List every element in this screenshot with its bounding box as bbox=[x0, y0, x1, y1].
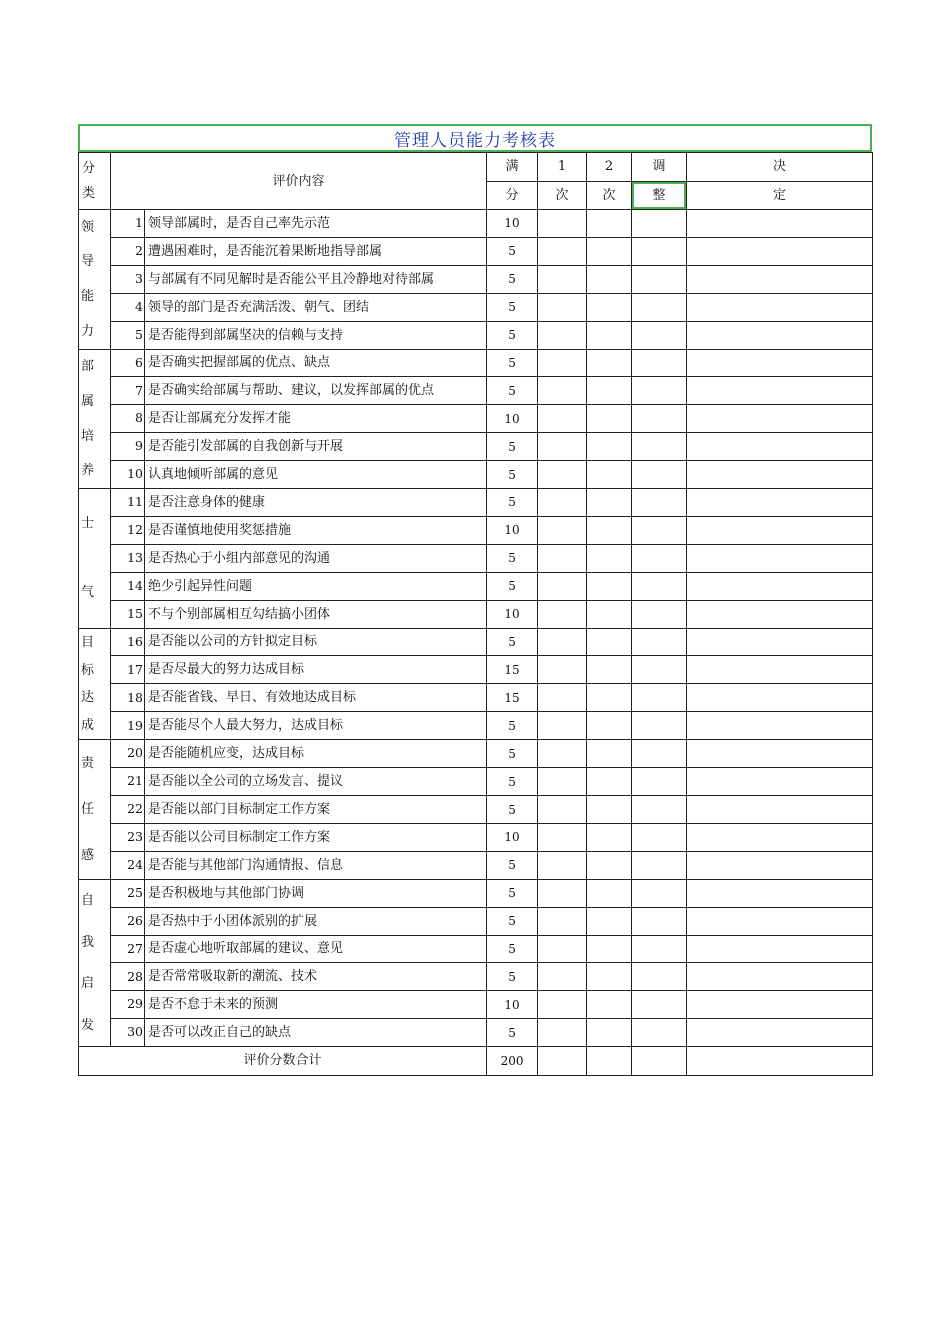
adjust-score-cell[interactable] bbox=[632, 851, 687, 879]
table-row bbox=[79, 740, 873, 768]
category-char: 力 bbox=[81, 323, 95, 339]
decision-cell[interactable] bbox=[687, 572, 873, 600]
decision-cell[interactable] bbox=[687, 935, 873, 963]
table-row bbox=[79, 628, 873, 656]
table-row bbox=[79, 489, 873, 517]
decision-cell[interactable] bbox=[687, 823, 873, 851]
table-row bbox=[79, 768, 873, 796]
header-first-1: 1 bbox=[538, 153, 587, 182]
adjust-score-cell[interactable] bbox=[632, 321, 687, 349]
category-char: 任 bbox=[81, 802, 95, 818]
item-number: 21 bbox=[111, 768, 145, 796]
item-full-score: 10 bbox=[487, 823, 538, 851]
item-content: 领导的部门是否充满活泼、朝气、团结 bbox=[145, 293, 487, 321]
item-content: 是否能尽个人最大努力，达成目标 bbox=[145, 712, 487, 740]
category-char: 属 bbox=[81, 393, 95, 409]
second-score-cell[interactable] bbox=[587, 768, 632, 796]
adjust-score-cell[interactable] bbox=[632, 433, 687, 461]
item-content: 是否谨慎地使用奖惩措施 bbox=[145, 516, 487, 544]
table-row bbox=[79, 1019, 873, 1047]
item-number: 25 bbox=[111, 879, 145, 907]
adjust-score-cell[interactable] bbox=[632, 544, 687, 572]
adjust-score-cell[interactable] bbox=[632, 712, 687, 740]
category-label bbox=[81, 629, 110, 740]
table-row bbox=[79, 963, 873, 991]
item-content: 是否能得到部属坚决的信赖与支持 bbox=[145, 321, 487, 349]
item-content: 是否能以公司的方针拟定目标 bbox=[145, 628, 487, 656]
category-label bbox=[81, 489, 110, 628]
item-number: 2 bbox=[111, 237, 145, 265]
assessment-sheet bbox=[78, 124, 872, 1076]
category-label bbox=[81, 880, 110, 1046]
second-score-cell[interactable] bbox=[587, 572, 632, 600]
second-score-cell[interactable] bbox=[587, 516, 632, 544]
total-first-cell[interactable] bbox=[538, 1046, 587, 1075]
second-score-cell[interactable] bbox=[587, 740, 632, 768]
item-content: 是否不怠于未来的预测 bbox=[145, 991, 487, 1019]
second-score-cell[interactable] bbox=[587, 684, 632, 712]
decision-cell[interactable] bbox=[687, 796, 873, 824]
item-content: 是否热中于小团体派别的扩展 bbox=[145, 907, 487, 935]
decision-cell[interactable] bbox=[687, 237, 873, 265]
item-number: 23 bbox=[111, 823, 145, 851]
second-score-cell[interactable] bbox=[587, 712, 632, 740]
header-row-1 bbox=[79, 153, 873, 182]
item-content: 不与个别部属相互勾结搞小团体 bbox=[145, 600, 487, 628]
total-second-cell[interactable] bbox=[587, 1046, 632, 1075]
item-content: 是否常常吸取新的潮流、技术 bbox=[145, 963, 487, 991]
adjust-score-cell[interactable] bbox=[632, 823, 687, 851]
decision-cell[interactable] bbox=[687, 433, 873, 461]
first-score-cell[interactable] bbox=[538, 851, 587, 879]
item-content: 认真地倾听部属的意见 bbox=[145, 461, 487, 489]
table-row bbox=[79, 656, 873, 684]
category-cell bbox=[79, 349, 111, 489]
item-number: 12 bbox=[111, 516, 145, 544]
adjust-score-cell[interactable] bbox=[632, 963, 687, 991]
table-row bbox=[79, 851, 873, 879]
decision-cell[interactable] bbox=[687, 489, 873, 517]
category-char: 部 bbox=[81, 359, 95, 375]
item-number: 16 bbox=[111, 628, 145, 656]
first-score-cell[interactable] bbox=[538, 461, 587, 489]
category-cell bbox=[79, 740, 111, 880]
category-char: 气 bbox=[81, 585, 95, 601]
item-content: 遭遇困难时，是否能沉着果断地指导部属 bbox=[145, 237, 487, 265]
second-score-cell[interactable] bbox=[587, 210, 632, 238]
category-char: 自 bbox=[81, 893, 95, 909]
second-score-cell[interactable] bbox=[587, 628, 632, 656]
item-full-score: 5 bbox=[487, 461, 538, 489]
adjust-score-cell[interactable] bbox=[632, 1019, 687, 1047]
item-full-score: 5 bbox=[487, 349, 538, 377]
second-score-cell[interactable] bbox=[587, 461, 632, 489]
table-row bbox=[79, 293, 873, 321]
header-full-score-2: 分 bbox=[487, 181, 538, 210]
second-score-cell[interactable] bbox=[587, 851, 632, 879]
adjust-score-cell[interactable] bbox=[632, 740, 687, 768]
item-full-score: 5 bbox=[487, 293, 538, 321]
header-content: 评价内容 bbox=[111, 153, 487, 210]
first-score-cell[interactable] bbox=[538, 796, 587, 824]
item-content: 与部属有不同见解时是否能公平且冷静地对待部属 bbox=[145, 265, 487, 293]
second-score-cell[interactable] bbox=[587, 405, 632, 433]
item-full-score: 15 bbox=[487, 684, 538, 712]
adjust-score-cell[interactable] bbox=[632, 656, 687, 684]
first-score-cell[interactable] bbox=[538, 935, 587, 963]
item-number: 3 bbox=[111, 265, 145, 293]
category-char: 成 bbox=[81, 717, 95, 733]
item-content: 是否能以公司目标制定工作方案 bbox=[145, 823, 487, 851]
table-row bbox=[79, 237, 873, 265]
item-number: 24 bbox=[111, 851, 145, 879]
item-full-score: 5 bbox=[487, 489, 538, 517]
category-char: 目 bbox=[81, 634, 95, 650]
item-content: 是否让部属充分发挥才能 bbox=[145, 405, 487, 433]
decision-cell[interactable] bbox=[687, 851, 873, 879]
item-content: 是否能以全公司的立场发言、提议 bbox=[145, 768, 487, 796]
adjust-score-cell[interactable] bbox=[632, 516, 687, 544]
item-full-score: 5 bbox=[487, 963, 538, 991]
second-score-cell[interactable] bbox=[587, 600, 632, 628]
decision-cell[interactable] bbox=[687, 1019, 873, 1047]
item-content: 是否确实给部属与帮助、建议，以发挥部属的优点 bbox=[145, 377, 487, 405]
table-row bbox=[79, 796, 873, 824]
decision-cell[interactable] bbox=[687, 516, 873, 544]
item-number: 17 bbox=[111, 656, 145, 684]
item-full-score: 5 bbox=[487, 796, 538, 824]
item-number: 4 bbox=[111, 293, 145, 321]
category-cell bbox=[79, 628, 111, 740]
adjust-score-cell[interactable] bbox=[632, 628, 687, 656]
adjust-score-cell[interactable] bbox=[632, 907, 687, 935]
first-score-cell[interactable] bbox=[538, 544, 587, 572]
item-full-score: 5 bbox=[487, 572, 538, 600]
first-score-cell[interactable] bbox=[538, 572, 587, 600]
item-content: 是否积极地与其他部门协调 bbox=[145, 879, 487, 907]
item-number: 15 bbox=[111, 600, 145, 628]
category-label bbox=[81, 210, 110, 349]
item-content: 是否热心于小组内部意见的沟通 bbox=[145, 544, 487, 572]
adjust-score-cell[interactable] bbox=[632, 349, 687, 377]
item-full-score: 10 bbox=[487, 405, 538, 433]
header-decision-1: 决 bbox=[687, 153, 873, 182]
item-content: 领导部属时，是否自己率先示范 bbox=[145, 210, 487, 238]
first-score-cell[interactable] bbox=[538, 516, 587, 544]
second-score-cell[interactable] bbox=[587, 907, 632, 935]
item-content: 是否尽最大的努力达成目标 bbox=[145, 656, 487, 684]
category-char: 导 bbox=[81, 254, 95, 270]
item-number: 10 bbox=[111, 461, 145, 489]
category-char: 领 bbox=[81, 219, 95, 235]
category-cell bbox=[79, 489, 111, 629]
first-score-cell[interactable] bbox=[538, 377, 587, 405]
first-score-cell[interactable] bbox=[538, 1019, 587, 1047]
first-score-cell[interactable] bbox=[538, 963, 587, 991]
second-score-cell[interactable] bbox=[587, 1019, 632, 1047]
category-label bbox=[81, 350, 110, 489]
header-first-2: 次 bbox=[538, 181, 587, 210]
adjust-score-cell[interactable] bbox=[632, 489, 687, 517]
adjust-score-cell[interactable] bbox=[632, 991, 687, 1019]
item-full-score: 5 bbox=[487, 879, 538, 907]
total-adjust-cell[interactable] bbox=[632, 1046, 687, 1075]
item-number: 30 bbox=[111, 1019, 145, 1047]
category-cell bbox=[79, 879, 111, 1046]
first-score-cell[interactable] bbox=[538, 293, 587, 321]
decision-cell[interactable] bbox=[687, 265, 873, 293]
category-char: 感 bbox=[81, 848, 95, 864]
first-score-cell[interactable] bbox=[538, 656, 587, 684]
item-full-score: 5 bbox=[487, 768, 538, 796]
category-char: 标 bbox=[81, 662, 95, 678]
decision-cell[interactable] bbox=[687, 907, 873, 935]
header-second-2: 次 bbox=[587, 181, 632, 210]
table-row bbox=[79, 712, 873, 740]
first-score-cell[interactable] bbox=[538, 712, 587, 740]
item-full-score: 10 bbox=[487, 516, 538, 544]
item-number: 29 bbox=[111, 991, 145, 1019]
item-full-score: 5 bbox=[487, 740, 538, 768]
decision-cell[interactable] bbox=[687, 740, 873, 768]
item-full-score: 15 bbox=[487, 656, 538, 684]
second-score-cell[interactable] bbox=[587, 349, 632, 377]
table-row bbox=[79, 935, 873, 963]
item-content: 是否确实把握部属的优点、缺点 bbox=[145, 349, 487, 377]
adjust-score-cell[interactable] bbox=[632, 210, 687, 238]
item-number: 13 bbox=[111, 544, 145, 572]
second-score-cell[interactable] bbox=[587, 237, 632, 265]
table-row bbox=[79, 544, 873, 572]
header-second-1: 2 bbox=[587, 153, 632, 182]
item-full-score: 5 bbox=[487, 265, 538, 293]
item-full-score: 5 bbox=[487, 237, 538, 265]
first-score-cell[interactable] bbox=[538, 768, 587, 796]
decision-cell[interactable] bbox=[687, 293, 873, 321]
decision-cell[interactable] bbox=[687, 377, 873, 405]
item-full-score: 10 bbox=[487, 600, 538, 628]
second-score-cell[interactable] bbox=[587, 321, 632, 349]
category-label bbox=[81, 740, 110, 879]
item-number: 5 bbox=[111, 321, 145, 349]
item-content: 是否能以部门目标制定工作方案 bbox=[145, 796, 487, 824]
item-full-score: 5 bbox=[487, 712, 538, 740]
second-score-cell[interactable] bbox=[587, 265, 632, 293]
item-full-score: 5 bbox=[487, 628, 538, 656]
first-score-cell[interactable] bbox=[538, 907, 587, 935]
table-row bbox=[79, 879, 873, 907]
table-row bbox=[79, 405, 873, 433]
total-label: 评价分数合计 bbox=[79, 1046, 487, 1075]
decision-cell[interactable] bbox=[687, 656, 873, 684]
table-row bbox=[79, 823, 873, 851]
item-number: 11 bbox=[111, 489, 145, 517]
adjust-score-cell[interactable] bbox=[632, 600, 687, 628]
decision-cell[interactable] bbox=[687, 991, 873, 1019]
table-row bbox=[79, 210, 873, 238]
item-number: 6 bbox=[111, 349, 145, 377]
category-char: 启 bbox=[81, 976, 95, 992]
item-content: 是否能省钱、早日、有效地达成目标 bbox=[145, 684, 487, 712]
decision-cell[interactable] bbox=[687, 963, 873, 991]
category-char: 发 bbox=[81, 1017, 95, 1033]
first-score-cell[interactable] bbox=[538, 237, 587, 265]
item-number: 18 bbox=[111, 684, 145, 712]
item-full-score: 10 bbox=[487, 991, 538, 1019]
adjust-score-cell[interactable] bbox=[632, 796, 687, 824]
second-score-cell[interactable] bbox=[587, 656, 632, 684]
item-content: 是否注意身体的健康 bbox=[145, 489, 487, 517]
table-row bbox=[79, 461, 873, 489]
total-decision-cell[interactable] bbox=[687, 1046, 873, 1075]
table-row bbox=[79, 321, 873, 349]
decision-cell[interactable] bbox=[687, 628, 873, 656]
item-number: 27 bbox=[111, 935, 145, 963]
adjust-score-cell[interactable] bbox=[632, 461, 687, 489]
second-score-cell[interactable] bbox=[587, 544, 632, 572]
header-adjust-2[interactable]: 整 bbox=[632, 181, 687, 210]
item-content: 绝少引起异性问题 bbox=[145, 572, 487, 600]
item-number: 28 bbox=[111, 963, 145, 991]
item-number: 7 bbox=[111, 377, 145, 405]
item-full-score: 5 bbox=[487, 1019, 538, 1047]
second-score-cell[interactable] bbox=[587, 935, 632, 963]
adjust-score-cell[interactable] bbox=[632, 879, 687, 907]
first-score-cell[interactable] bbox=[538, 879, 587, 907]
second-score-cell[interactable] bbox=[587, 991, 632, 1019]
category-char: 养 bbox=[81, 463, 95, 479]
item-content: 是否能随机应变，达成目标 bbox=[145, 740, 487, 768]
table-row bbox=[79, 907, 873, 935]
item-full-score: 5 bbox=[487, 433, 538, 461]
first-score-cell[interactable] bbox=[538, 210, 587, 238]
first-score-cell[interactable] bbox=[538, 740, 587, 768]
decision-cell[interactable] bbox=[687, 600, 873, 628]
item-content: 是否可以改正自己的缺点 bbox=[145, 1019, 487, 1047]
first-score-cell[interactable] bbox=[538, 489, 587, 517]
item-full-score: 5 bbox=[487, 935, 538, 963]
table-row bbox=[79, 600, 873, 628]
adjust-score-cell[interactable] bbox=[632, 237, 687, 265]
item-full-score: 5 bbox=[487, 321, 538, 349]
table-row bbox=[79, 991, 873, 1019]
item-number: 19 bbox=[111, 712, 145, 740]
adjust-score-cell[interactable] bbox=[632, 265, 687, 293]
category-char: 责 bbox=[81, 755, 95, 771]
item-number: 1 bbox=[111, 210, 145, 238]
table-row bbox=[79, 516, 873, 544]
table-row bbox=[79, 349, 873, 377]
table-row bbox=[79, 684, 873, 712]
second-score-cell[interactable] bbox=[587, 796, 632, 824]
second-score-cell[interactable] bbox=[587, 489, 632, 517]
table-row bbox=[79, 572, 873, 600]
item-full-score: 5 bbox=[487, 851, 538, 879]
category-char: 能 bbox=[81, 289, 95, 305]
decision-cell[interactable] bbox=[687, 321, 873, 349]
adjust-score-cell[interactable] bbox=[632, 684, 687, 712]
item-content: 是否虚心地听取部属的建议、意见 bbox=[145, 935, 487, 963]
decision-cell[interactable] bbox=[687, 349, 873, 377]
item-content: 是否能与其他部门沟通情报、信息 bbox=[145, 851, 487, 879]
assessment-table bbox=[78, 152, 873, 1076]
item-number: 22 bbox=[111, 796, 145, 824]
first-score-cell[interactable] bbox=[538, 321, 587, 349]
item-full-score: 5 bbox=[487, 907, 538, 935]
category-char: 我 bbox=[81, 934, 95, 950]
adjust-score-cell[interactable] bbox=[632, 377, 687, 405]
second-score-cell[interactable] bbox=[587, 823, 632, 851]
decision-cell[interactable] bbox=[687, 712, 873, 740]
header-full-score-1: 满 bbox=[487, 153, 538, 182]
second-score-cell[interactable] bbox=[587, 433, 632, 461]
total-score: 200 bbox=[487, 1046, 538, 1075]
adjust-score-cell[interactable] bbox=[632, 935, 687, 963]
total-row bbox=[79, 1046, 873, 1075]
decision-cell[interactable] bbox=[687, 210, 873, 238]
second-score-cell[interactable] bbox=[587, 293, 632, 321]
item-content: 是否能引发部属的自我创新与开展 bbox=[145, 433, 487, 461]
first-score-cell[interactable] bbox=[538, 265, 587, 293]
sheet-title: 管理人员能力考核表 bbox=[78, 124, 872, 152]
adjust-score-cell[interactable] bbox=[632, 293, 687, 321]
header-category: 分 类 bbox=[79, 153, 111, 210]
item-number: 26 bbox=[111, 907, 145, 935]
table-row bbox=[79, 377, 873, 405]
header-adjust-1: 调 bbox=[632, 153, 687, 182]
item-number: 20 bbox=[111, 740, 145, 768]
category-char: 培 bbox=[81, 428, 95, 444]
adjust-score-cell[interactable] bbox=[632, 405, 687, 433]
item-full-score: 10 bbox=[487, 210, 538, 238]
header-decision-2: 定 bbox=[687, 181, 873, 210]
first-score-cell[interactable] bbox=[538, 823, 587, 851]
item-number: 8 bbox=[111, 405, 145, 433]
first-score-cell[interactable] bbox=[538, 991, 587, 1019]
category-char: 士 bbox=[81, 516, 95, 532]
first-score-cell[interactable] bbox=[538, 600, 587, 628]
second-score-cell[interactable] bbox=[587, 879, 632, 907]
item-full-score: 5 bbox=[487, 544, 538, 572]
first-score-cell[interactable] bbox=[538, 349, 587, 377]
decision-cell[interactable] bbox=[687, 405, 873, 433]
category-char: 达 bbox=[81, 690, 95, 706]
decision-cell[interactable] bbox=[687, 879, 873, 907]
decision-cell[interactable] bbox=[687, 684, 873, 712]
item-number: 9 bbox=[111, 433, 145, 461]
first-score-cell[interactable] bbox=[538, 628, 587, 656]
second-score-cell[interactable] bbox=[587, 377, 632, 405]
first-score-cell[interactable] bbox=[538, 684, 587, 712]
first-score-cell[interactable] bbox=[538, 405, 587, 433]
adjust-score-cell[interactable] bbox=[632, 572, 687, 600]
item-number: 14 bbox=[111, 572, 145, 600]
second-score-cell[interactable] bbox=[587, 963, 632, 991]
table-row bbox=[79, 433, 873, 461]
item-full-score: 5 bbox=[487, 377, 538, 405]
first-score-cell[interactable] bbox=[538, 433, 587, 461]
table-row bbox=[79, 265, 873, 293]
adjust-score-cell[interactable] bbox=[632, 768, 687, 796]
category-cell bbox=[79, 210, 111, 350]
decision-cell[interactable] bbox=[687, 768, 873, 796]
decision-cell[interactable] bbox=[687, 461, 873, 489]
decision-cell[interactable] bbox=[687, 544, 873, 572]
